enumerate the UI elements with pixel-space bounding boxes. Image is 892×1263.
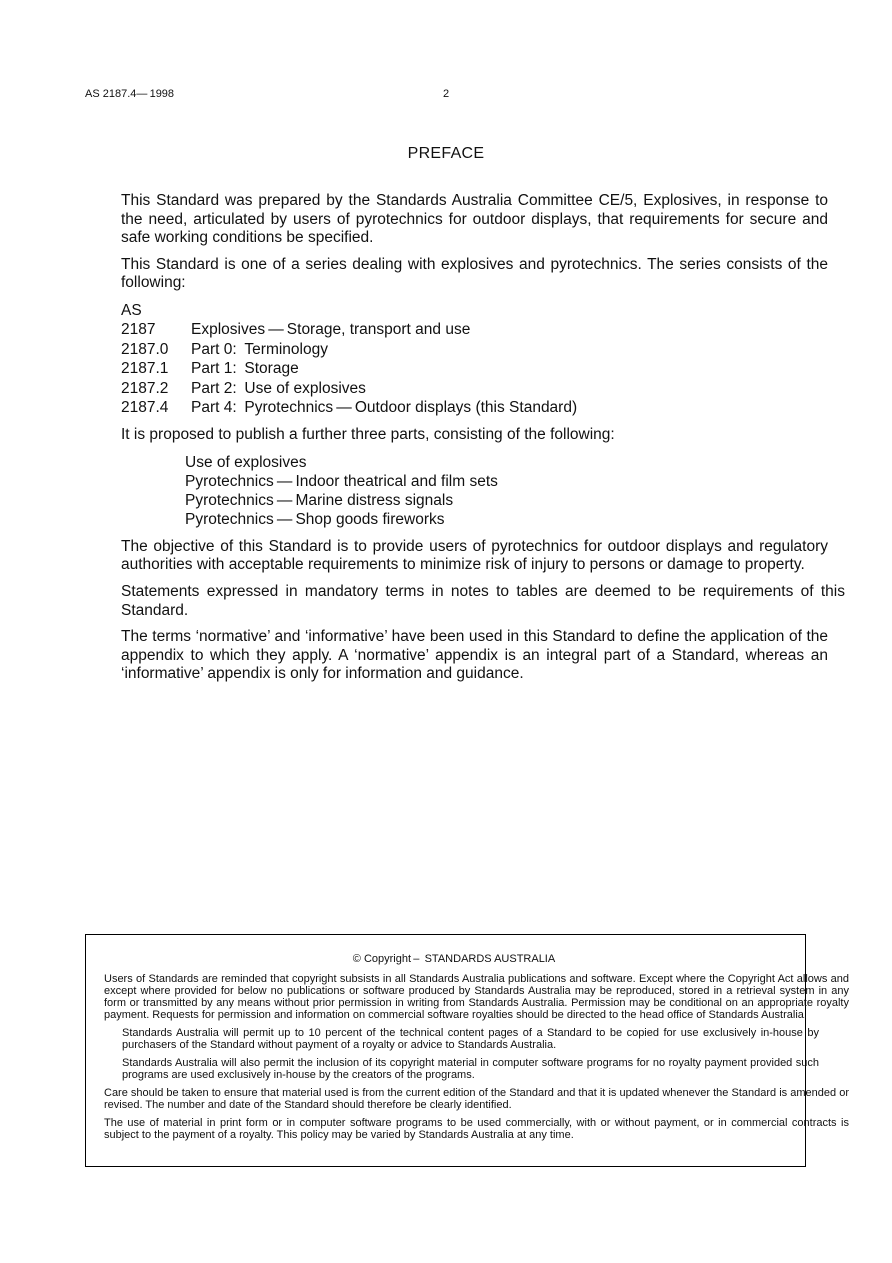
preface-paragraph-1: This Standard was prepared by the Standards Australia Committee CE/5, Explosives, in response to the need, articulated by users of pyrotechnics for outdoor displays, that requirements for secure and safe working conditions be specified.	[121, 192, 828, 247]
list-item: Use of explosives	[185, 453, 307, 471]
preface-body	[121, 192, 845, 692]
preface-paragraph-5: Statements expressed in mandatory terms in notes to tables are deemed to be requirements of this Standard.	[121, 582, 845, 619]
standard-number: 2187.4	[121, 399, 169, 417]
standard-number: 2187.0	[121, 340, 169, 358]
preface-paragraph-4: The objective of this Standard is to provide users of pyrotechnics for outdoor displays and regulatory authorities with acceptable requirements to minimize risk of injury to persons or damage to property.	[121, 537, 828, 574]
standard-title: Part 1: Storage	[191, 360, 299, 378]
proposed-parts-list	[185, 453, 828, 530]
standard-number: 2187.1	[121, 360, 169, 378]
page-title: PREFACE	[407, 145, 485, 162]
list-item	[121, 320, 828, 340]
copyright-paragraph-5: The use of material in print form or in computer software programs to be used commercially, with or without payment, or in commercial contracts is subject to the payment of a royalty. This policy may be varied by Standards Australia at any time.	[104, 1117, 849, 1141]
page-number: 2	[443, 88, 450, 100]
copyright-paragraph-1: Users of Standards are reminded that copyright subsists in all Standards Australia publications and software. Except where the Copyright Act allows and except where provided for below no publications or software produced by Standards Australia may be reproduced, stored in a retrieval system in any form or transmitted by any means without prior permission in writing from Standards Australia. Permission may be conditional on an appropriate royalty payment. Requests for permission and information on commercial software royalties should be directed to the head office of Standards Australia.	[104, 973, 849, 1021]
preface-paragraph-2: This Standard is one of a series dealing with explosives and pyrotechnics. The series consists of the following:	[121, 255, 828, 292]
standard-title: Part 4: Pyrotechnics — Outdoor displays (this Standard)	[191, 399, 578, 417]
list-item: Pyrotechnics — Indoor theatrical and film sets	[185, 472, 498, 490]
series-list-heading: AS	[121, 301, 142, 319]
standard-title: Explosives — Storage, transport and use	[191, 321, 471, 339]
running-head: AS 2187.4— 1998	[85, 88, 175, 100]
list-item: Pyrotechnics — Marine distress signals	[185, 492, 454, 510]
copyright-paragraph-3: Standards Australia will also permit the inclusion of its copyright material in computer software programs for no royalty payment provided such programs are used exclusively in-house by the creators of the programs.	[122, 1057, 819, 1081]
list-item	[121, 379, 828, 399]
preface-paragraph-3: It is proposed to publish a further three parts, consisting of the following:	[121, 425, 615, 443]
list-item	[121, 340, 828, 360]
standard-number: 2187.2	[121, 379, 169, 397]
standard-title: Part 2: Use of explosives	[191, 379, 366, 397]
copyright-title: © Copyright – STANDARDS AUSTRALIA	[352, 953, 556, 965]
list-item	[121, 359, 828, 379]
list-item: Pyrotechnics — Shop goods fireworks	[185, 511, 445, 529]
preface-paragraph-6: The terms ‘normative’ and ‘informative’ have been used in this Standard to define the application of the appendix to which they apply. A ‘normative’ appendix is an integral part of a Standard, whereas an ‘informative’ appendix is only for information and guidance.	[121, 628, 828, 683]
list-item	[121, 398, 828, 418]
copyright-paragraph-4: Care should be taken to ensure that material used is from the current edition of the Standard and that it is updated whenever the Standard is amended or revised. The number and date of the Standard should therefore be clearly identified.	[104, 1087, 849, 1111]
series-list	[121, 301, 828, 418]
copyright-paragraph-2: Standards Australia will permit up to 10 percent of the technical content pages of a Standard to be copied for use exclusively in-house by purchasers of the Standard without payment of a royalty or advice to Standards Australia.	[122, 1027, 819, 1051]
standard-number: 2187	[121, 321, 156, 339]
standard-title: Part 0: Terminology	[191, 340, 328, 358]
copyright-notice	[104, 953, 849, 1147]
